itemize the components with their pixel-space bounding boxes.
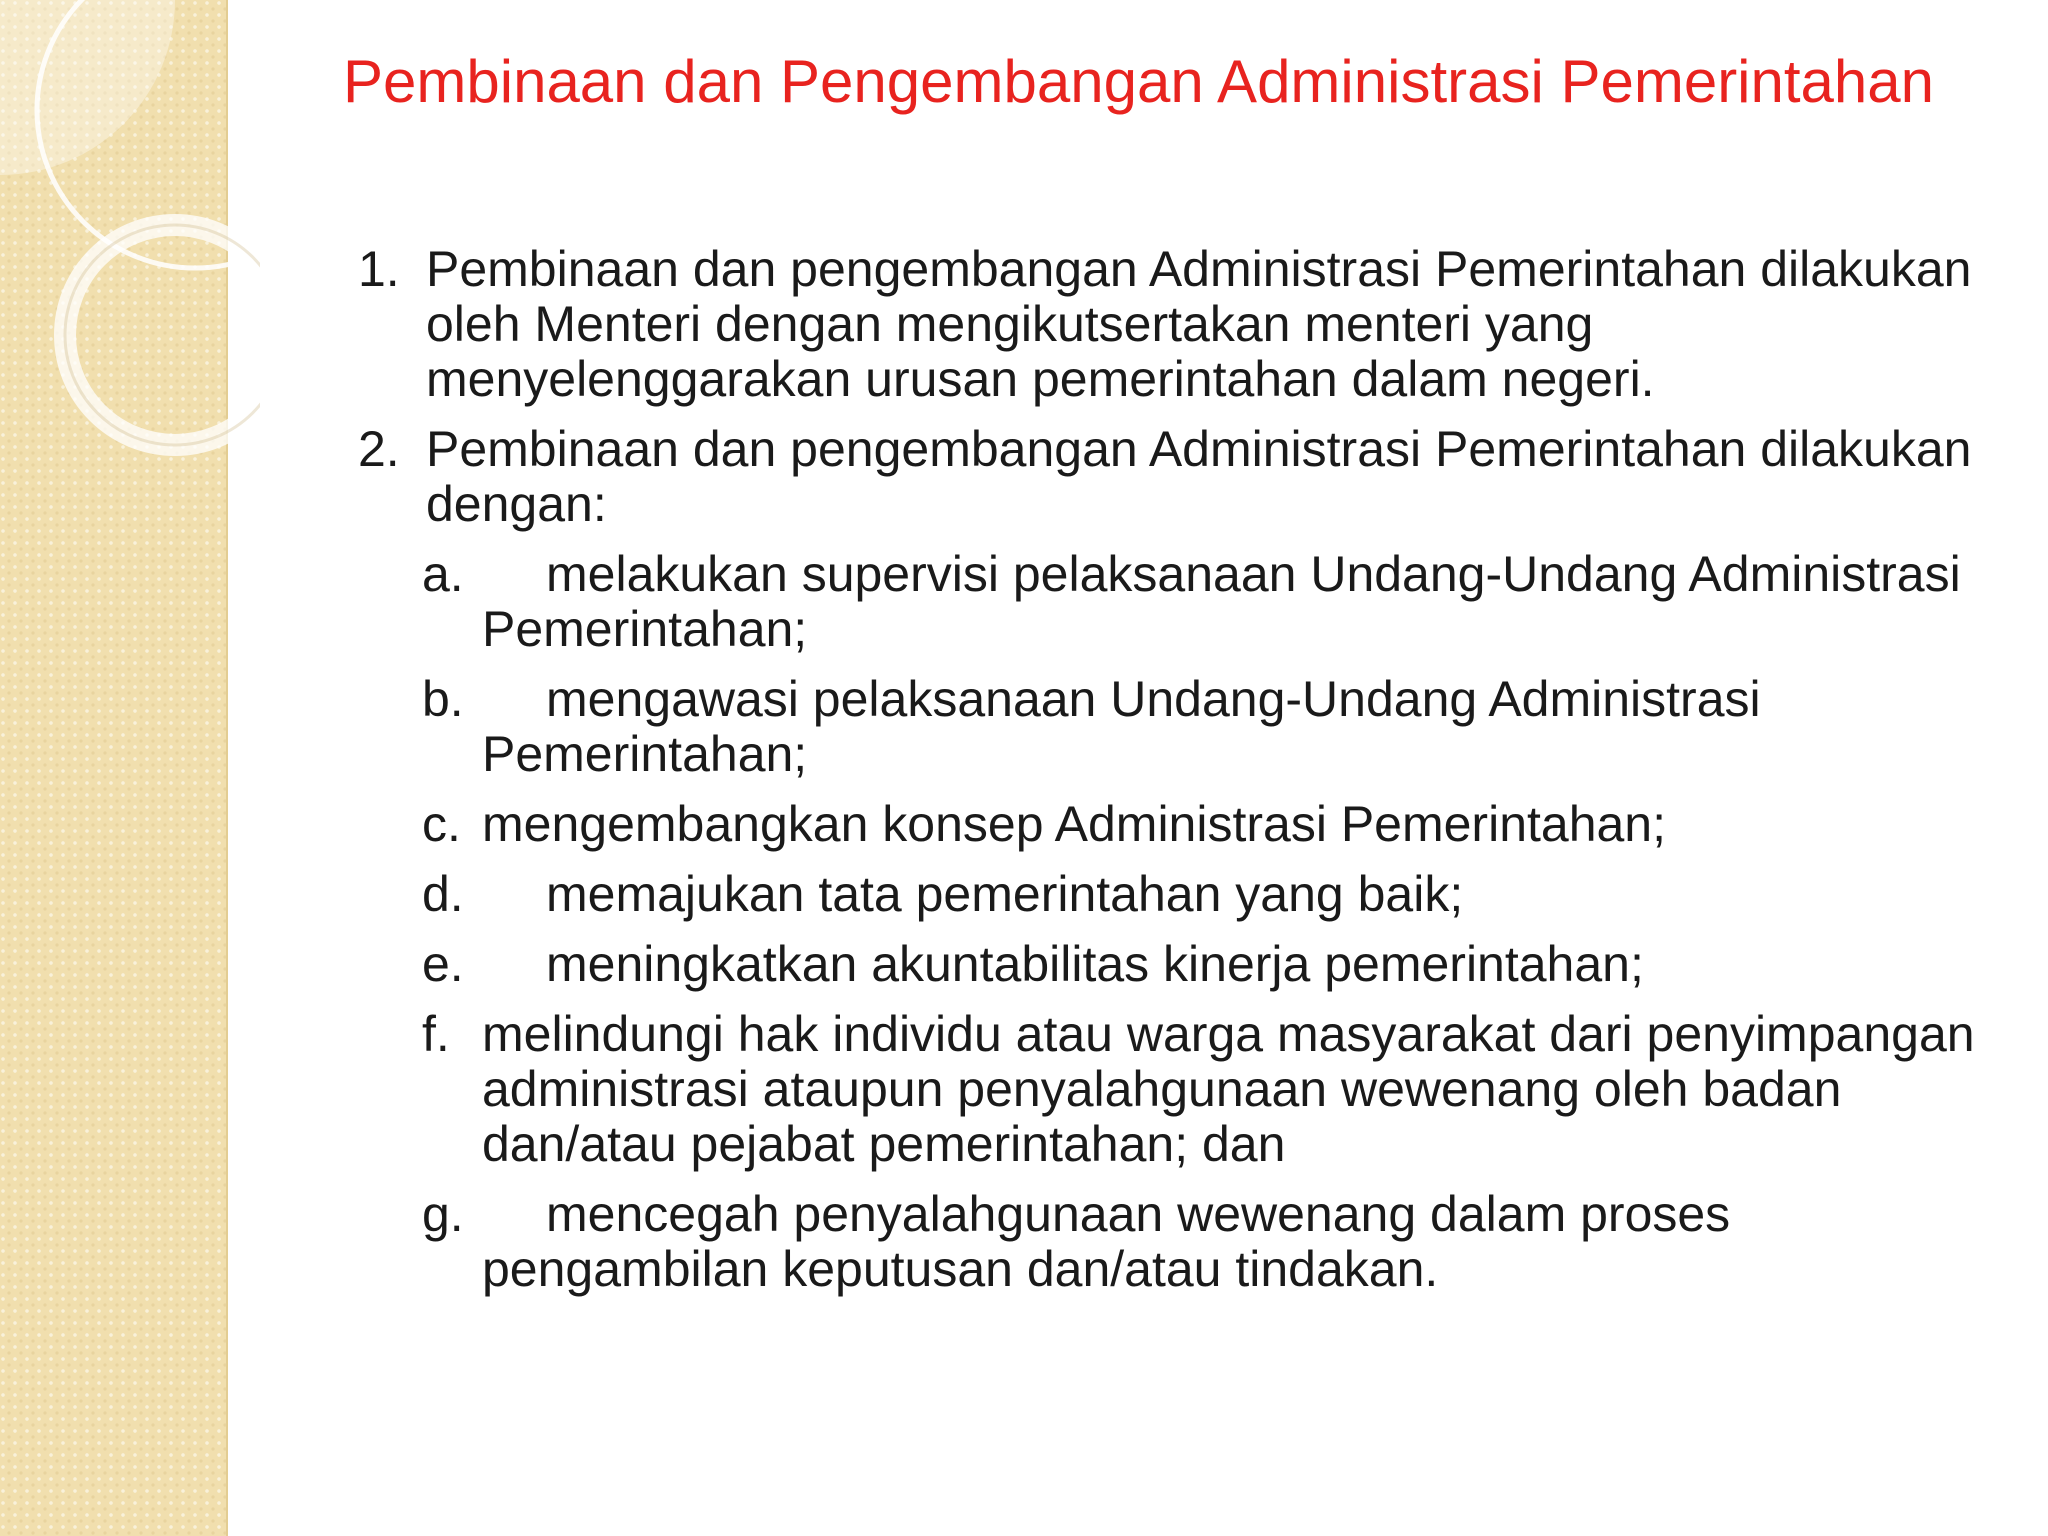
sub-list xyxy=(422,547,1998,1297)
sub-item-d xyxy=(422,867,1998,922)
decorative-sidebar xyxy=(0,0,228,1536)
sub-item-label: a. xyxy=(422,546,464,602)
sub-item-text: mengembangkan konsep Administrasi Pemerintahan; xyxy=(482,796,1667,852)
sub-item-g xyxy=(422,1187,1998,1297)
list-item-2 xyxy=(358,422,1998,1297)
list-item-text: Pembinaan dan pengembangan Administrasi Pemerintahan dilakukan oleh Menteri dengan mengikutsertakan menteri yang menyelenggarakan urusan pemerintahan dalam negeri. xyxy=(426,241,1972,407)
sub-item-c xyxy=(422,797,1998,852)
sub-item-label: c. xyxy=(422,796,461,852)
sub-item-text: meningkatkan akuntabilitas kinerja pemerintahan; xyxy=(546,936,1644,992)
sub-item-text: melindungi hak individu atau warga masyarakat dari penyimpangan administrasi ataupun penyalahgunaan wewenang oleh badan dan/atau pejabat pemerintahan; dan xyxy=(482,1006,1975,1172)
sub-item-label: g. xyxy=(422,1186,464,1242)
sub-item-a xyxy=(422,547,1998,657)
sub-item-label: b. xyxy=(422,671,464,727)
sub-item-label: f. xyxy=(422,1006,450,1062)
sub-item-text: mencegah penyalahgunaan wewenang dalam proses pengambilan keputusan dan/atau tindakan. xyxy=(482,1186,1731,1297)
numbered-list xyxy=(358,242,1998,1312)
sub-item-label: e. xyxy=(422,936,464,992)
list-number: 1. xyxy=(358,241,400,297)
slide-title: Pembinaan dan Pengembangan Administrasi Pemerintahan xyxy=(343,48,1935,115)
list-item-text: Pembinaan dan pengembangan Administrasi Pemerintahan dilakukan dengan: xyxy=(426,421,1972,532)
sub-item-label: d. xyxy=(422,866,464,922)
sub-item-text: mengawasi pelaksanaan Undang-Undang Administrasi Pemerintahan; xyxy=(482,671,1761,782)
list-item-1 xyxy=(358,242,1998,407)
sub-item-f xyxy=(422,1007,1998,1172)
list-number: 2. xyxy=(358,421,400,477)
sub-item-text: memajukan tata pemerintahan yang baik; xyxy=(546,866,1464,922)
sub-item-b xyxy=(422,672,1998,782)
sub-item-text: melakukan supervisi pelaksanaan Undang-Undang Administrasi Pemerintahan; xyxy=(482,546,1961,657)
sub-item-e xyxy=(422,937,1998,992)
